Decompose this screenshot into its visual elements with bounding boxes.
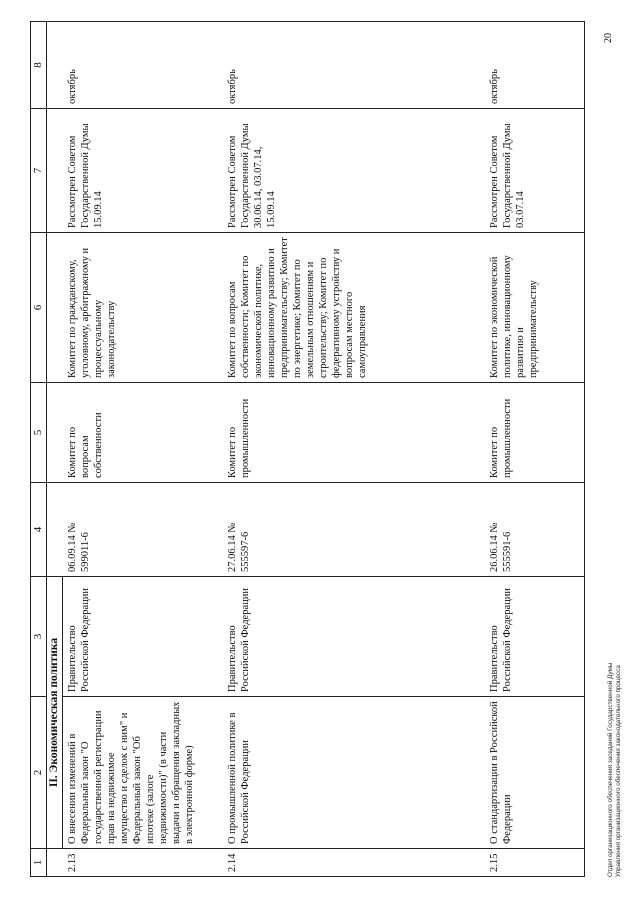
bill-author: Правительство Российской Федерации [223, 577, 485, 697]
bill-author: Правительство Российской Федерации [63, 577, 223, 697]
row-number: 2.15 [485, 849, 585, 877]
council-status: Рассмотрен Советом Государственной Думы 30.06.14, 03.07.14, 15.09.14 [223, 109, 485, 233]
column-header: 4 [31, 483, 47, 577]
co-committees: Комитет по гражданскому, уголовному, арбитражному и процессуальному законодательству [63, 233, 223, 383]
header-row [31, 22, 47, 877]
row-number: 2.13 [63, 849, 223, 877]
month: октябрь [485, 22, 585, 109]
responsible-committee: Комитет по промышленности [485, 383, 585, 483]
column-header: 7 [31, 109, 47, 233]
table-row [63, 22, 223, 877]
column-header: 3 [31, 577, 47, 697]
bill-author: Правительство Российской Федерации [485, 577, 585, 697]
council-status: Рассмотрен Советом Государственной Думы 15.09.14 [63, 109, 223, 233]
column-header: 5 [31, 383, 47, 483]
co-committees: Комитет по вопросам собственности; Комитет по экономической политике, инновационному развитию и предпринимательству; Комитет по энергетике; Комитет по земельным отношениям и строительству; Комитет по федеративному устройству и вопросам местного самоуправления [223, 233, 485, 383]
month: октябрь [63, 22, 223, 109]
responsible-committee: Комитет по вопросам собственности [63, 383, 223, 483]
registration-info: 27.06.14 № 555597-6 [223, 483, 485, 577]
bill-title: О стандартизации в Российской Федерации [485, 697, 585, 849]
legislation-table [30, 21, 585, 877]
table-row [485, 22, 585, 877]
section-title: II. Экономическая политика [47, 577, 63, 849]
footer-note [607, 663, 622, 877]
column-header: 2 [31, 697, 47, 849]
footer-line: Отдел организационного обеспечения заседаний Государственной Думы [607, 662, 614, 877]
page-number: 20 [603, 33, 614, 43]
month: октябрь [223, 22, 485, 109]
column-header: 6 [31, 233, 47, 383]
column-header: 1 [31, 849, 47, 877]
bill-title: О внесении изменений в Федеральный закон "О государственной регистрации прав на недвижимое имущество и сделок с ним" и Федеральный закон "Об ипотеке (залоге недвижимости)" (в части выдачи и обращения закладных в электронной форме) [63, 697, 223, 849]
column-header: 8 [31, 22, 47, 109]
council-status: Рассмотрен Советом Государственной Думы 03.07.14 [485, 109, 585, 233]
responsible-committee: Комитет по промышленности [223, 383, 485, 483]
table-row [223, 22, 485, 877]
row-number: 2.14 [223, 849, 485, 877]
registration-info: 26.06.14 № 555591-6 [485, 483, 585, 577]
registration-info: 06.09.14 № 599011-6 [63, 483, 223, 577]
bill-title: О промышленной политике в Российской Федерации [223, 697, 485, 849]
co-committees: Комитет по экономической политике, инновационному развитию и предпринимательству [485, 233, 585, 383]
section-row [47, 22, 63, 877]
footer-line: Управления организационного обеспечения законодательного процесса [614, 665, 622, 877]
